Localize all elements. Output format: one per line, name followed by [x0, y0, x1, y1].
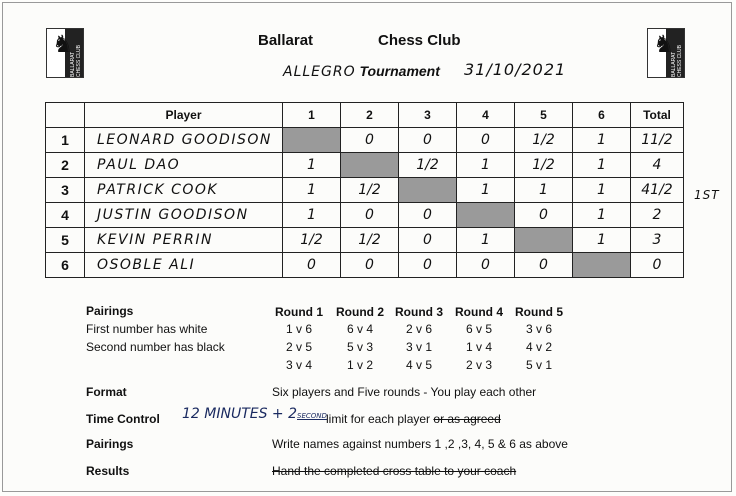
- event-name: ALLEGRO: [283, 64, 356, 80]
- result-cell: 1: [573, 228, 631, 253]
- result-cell: 0: [283, 253, 341, 278]
- format-label: Format: [86, 385, 127, 399]
- self-play-cell: [283, 128, 341, 153]
- round-1-header: Round 1: [275, 305, 323, 319]
- time-control-label: Time Control: [86, 412, 160, 426]
- self-play-cell: [573, 253, 631, 278]
- header-round: 3: [399, 103, 457, 128]
- result-cell: 0: [399, 253, 457, 278]
- round-2-game: 6 v 4: [346, 322, 373, 336]
- self-play-cell: [515, 228, 573, 253]
- player-row: [46, 153, 684, 178]
- player-number: 2: [46, 153, 85, 178]
- round-5-game: 4 v 2: [525, 340, 552, 354]
- result-cell: 1: [573, 178, 631, 203]
- round-2-game: 5 v 3: [346, 340, 373, 354]
- result-cell: 1/2: [283, 228, 341, 253]
- round-3-game: 4 v 5: [405, 358, 432, 372]
- time-control-text: [326, 412, 501, 426]
- club-logo-right: [647, 28, 685, 78]
- round-3-game: 3 v 1: [405, 340, 432, 354]
- time-control-handwritten: 12 MINUTES + 2: [182, 406, 298, 422]
- result-cell: 0: [341, 128, 399, 153]
- player-row: [46, 203, 684, 228]
- result-cell: 0: [515, 203, 573, 228]
- pairings-instructions-text: Write names against numbers 1 ,2 ,3, 4, 5 & 6 as above: [272, 437, 568, 451]
- result-cell: 0: [457, 253, 515, 278]
- round-4-game: 2 v 3: [465, 358, 492, 372]
- time-control-value: [182, 406, 327, 422]
- player-total: 41/2: [631, 178, 684, 203]
- format-text: Six players and Five rounds - You play each other: [272, 385, 537, 399]
- result-cell: 1/2: [399, 153, 457, 178]
- pairings-instructions-label: Pairings: [86, 437, 134, 451]
- self-play-cell: [341, 153, 399, 178]
- round-5-game: 3 v 6: [525, 322, 552, 336]
- player-total: 0: [631, 253, 684, 278]
- result-cell: 1: [283, 203, 341, 228]
- header-total: Total: [631, 103, 684, 128]
- result-cell: 1: [457, 178, 515, 203]
- event-date: 31/10/2021: [464, 60, 567, 79]
- player-number: 4: [46, 203, 85, 228]
- round-5-header: Round 5: [515, 305, 563, 319]
- player-name: OSOBLE ALI: [85, 253, 283, 278]
- result-cell: 0: [399, 228, 457, 253]
- first-place-note: 1ST: [694, 188, 720, 202]
- pairings-label: Pairings: [86, 304, 134, 318]
- header-round: 5: [515, 103, 573, 128]
- player-number: 5: [46, 228, 85, 253]
- header-round: 2: [341, 103, 399, 128]
- player-name: JUSTIN GOODISON: [85, 203, 283, 228]
- player-total: 4: [631, 153, 684, 178]
- result-cell: 1: [283, 178, 341, 203]
- club-name-left: Ballarat: [258, 32, 314, 49]
- result-cell: 0: [341, 203, 399, 228]
- results-label: Results: [86, 464, 130, 478]
- round-2-header: Round 2: [336, 305, 384, 319]
- round-3-header: Round 3: [395, 305, 443, 319]
- club-name-right: Chess Club: [378, 32, 461, 49]
- round-3-game: 2 v 6: [405, 322, 432, 336]
- player-name: PAUL DAO: [85, 153, 283, 178]
- round-5-game: 5 v 1: [525, 358, 552, 372]
- result-cell: 0: [341, 253, 399, 278]
- result-cell: 0: [457, 128, 515, 153]
- round-2-game: 1 v 2: [346, 358, 373, 372]
- round-4-game: 6 v 5: [465, 322, 492, 336]
- round-1-game: 3 v 4: [285, 358, 312, 372]
- result-cell: 1: [573, 203, 631, 228]
- result-cell: 1: [515, 178, 573, 203]
- result-cell: 1/2: [341, 228, 399, 253]
- player-row: [46, 228, 684, 253]
- header-round: 6: [573, 103, 631, 128]
- event-title: [283, 63, 440, 80]
- round-1-game: 2 v 5: [285, 340, 312, 354]
- round-4-header: Round 4: [455, 305, 503, 319]
- results-text: Hand the completed cross table to your coach: [272, 464, 517, 478]
- result-cell: 1: [457, 228, 515, 253]
- player-row: [46, 178, 684, 203]
- result-cell: 1/2: [341, 178, 399, 203]
- player-name: LEONARD GOODISON: [85, 128, 283, 153]
- result-cell: 1/2: [515, 153, 573, 178]
- self-play-cell: [399, 178, 457, 203]
- player-number: 6: [46, 253, 85, 278]
- self-play-cell: [457, 203, 515, 228]
- time-control-limit: limit for each player: [326, 412, 431, 426]
- knight-icon: ♞: [653, 31, 675, 58]
- player-name: KEVIN PERRIN: [85, 228, 283, 253]
- player-total: 3: [631, 228, 684, 253]
- result-cell: 1: [457, 153, 515, 178]
- player-total: 2: [631, 203, 684, 228]
- result-cell: 1: [283, 153, 341, 178]
- player-row: [46, 128, 684, 153]
- pairings-black-note: Second number has black: [86, 340, 225, 354]
- result-cell: 1: [573, 128, 631, 153]
- player-name: PATRICK COOK: [85, 178, 283, 203]
- round-4-game: 1 v 4: [465, 340, 492, 354]
- header-round: 4: [457, 103, 515, 128]
- time-control-struck: or as agreed: [433, 412, 501, 426]
- pairings-white-note: First number has white: [86, 322, 208, 336]
- result-cell: 1: [573, 153, 631, 178]
- result-cell: 0: [399, 128, 457, 153]
- round-1-game: 1 v 6: [285, 322, 312, 336]
- player-number: 1: [46, 128, 85, 153]
- club-logo-left: [46, 28, 84, 78]
- result-cell: 0: [399, 203, 457, 228]
- player-total: 11/2: [631, 128, 684, 153]
- player-row: [46, 253, 684, 278]
- event-suffix: Tournament: [359, 63, 440, 79]
- result-cell: 0: [515, 253, 573, 278]
- logo-caption: BALLARAT CHESS CLUB: [70, 45, 82, 77]
- knight-icon: ♞: [52, 31, 74, 58]
- result-cell: 1/2: [515, 128, 573, 153]
- cross-table: [45, 102, 684, 278]
- time-control-handwritten-small: SECOND: [297, 412, 327, 420]
- table-header-row: [46, 103, 684, 128]
- logo-caption: BALLARAT CHESS CLUB: [671, 45, 683, 77]
- player-number: 3: [46, 178, 85, 203]
- header-player: Player: [85, 103, 283, 128]
- header-round: 1: [283, 103, 341, 128]
